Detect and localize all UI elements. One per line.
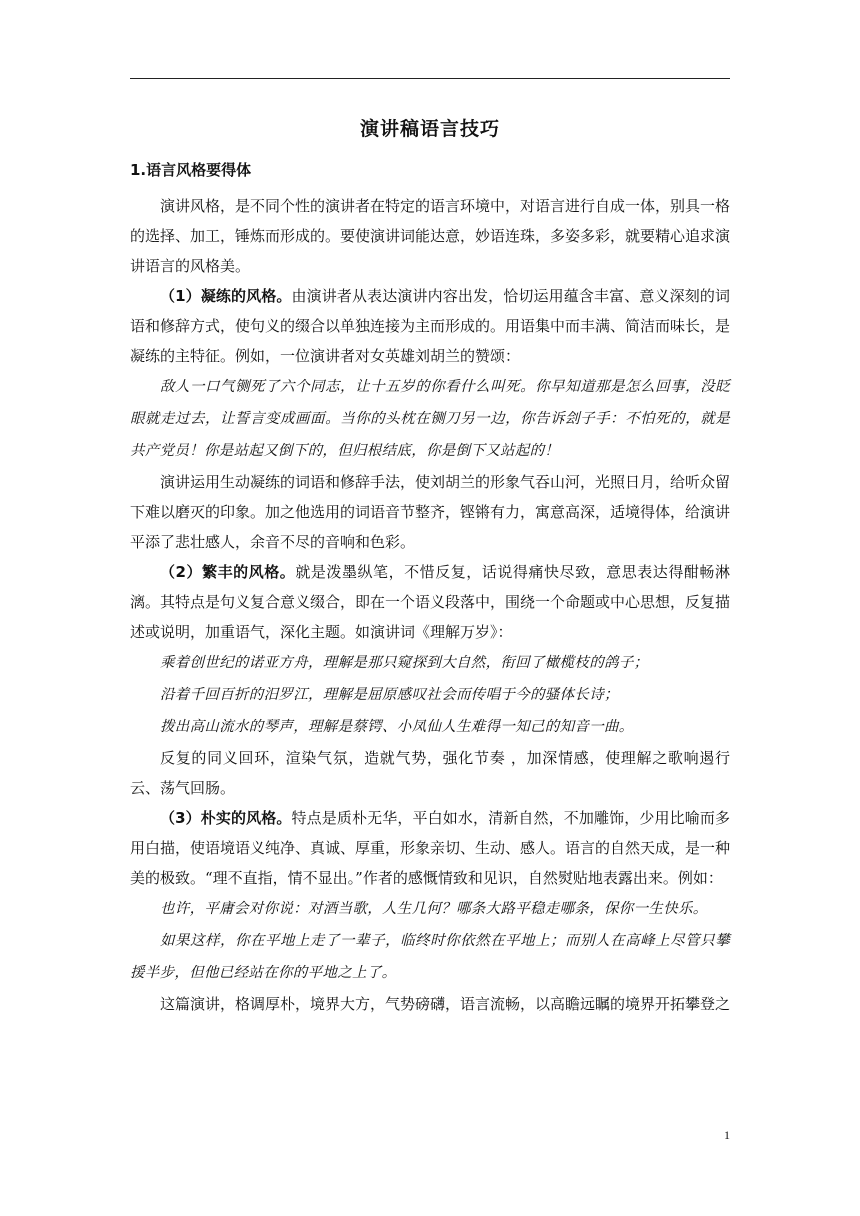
quote-line: 如果这样，你在平地上走了一辈子，临终时你依然在平地上；而别人在高峰上尽管只攀援半步，但他已经站在你的平地之上了。 [130, 933, 730, 981]
style-label-1: （1）凝练的风格。 [160, 287, 292, 305]
style-paragraph-1 [130, 281, 730, 371]
style-text-1: 由演讲者从表达演讲内容出发，恰切运用蕴含丰富、意义深刻的词语和修辞方式，使句义的缀合以单独连接为主而形成的。用语集中而丰满、简洁而味长，是凝练的主特征。例如，一位演讲者对女英雄刘胡兰的赞颂： [130, 287, 731, 365]
style-text-3: 特点是质朴无华，平白如水，清新自然，不加雕饰，少用比喻而多用白描，使语境语义纯净、真诚、厚重，形象亲切、生动、感人。语言的自然天成，是一种美的极致。“理不直指，情不显出。”作者的感慨情致和见识，自然熨贴地表露出来。例如： [130, 809, 731, 887]
intro-paragraph: 演讲风格，是不同个性的演讲者在特定的语言环境中，对语言进行自成一体，别具一格的选择、加工，锤炼而形成的。要使演讲词能达意，妙语连珠，多姿多彩，就要精心追求演讲语言的风格美。 [130, 197, 731, 275]
quote-line: 沿着千回百折的汨罗江，理解是屈原感叹社会而传唱于今的骚体长诗； [160, 687, 619, 703]
page-number: 1 [724, 1128, 730, 1142]
quote-line: 也许，平庸会对你说：对酒当歌，人生几何？哪条大路平稳走哪条，保你一生快乐。 [160, 901, 708, 917]
quote-liuhulan: 敌人一口气铡死了六个同志，让十五岁的你看什么叫死。你早知道那是怎么回事，没眨眼就走过去，让誓言变成画面。当你的头枕在铡刀另一边，你告诉刽子手：不怕死的，就是共产党员！你是站起又倒下的，但归根结底，你是倒下又站起的！ [130, 379, 730, 459]
document-body [130, 108, 730, 1019]
header-rule [130, 78, 730, 79]
document-title: 演讲稿语言技巧 [359, 118, 500, 140]
style-label-2: （2）繁丰的风格。 [160, 563, 296, 581]
quote-line: 乘着创世纪的诺亚方舟，理解是那只窥探到大自然，衔回了橄榄枝的鸽子； [160, 655, 649, 671]
comment-paragraph-1: 演讲运用生动凝练的词语和修辞手法，使刘胡兰的形象气吞山河，光照日月，给听众留下难以磨灭的印象。加之他选用的词语音节整齐，铿锵有力，寓意高深，适境得体，给演讲平添了悲壮感人，余音不尽的音响和色彩。 [130, 473, 731, 551]
comment-paragraph-3: 这篇演讲，格调厚朴，境界大方，气势磅礴，语言流畅，以高瞻远瞩的境界开拓攀登之 [160, 995, 731, 1013]
style-label-3: （3）朴实的风格。 [160, 809, 292, 827]
style-text-2: 就是泼墨纵笔，不惜反复，话说得痛快尽致，意思表达得酣畅淋漓。其特点是句义复合意义缀合，即在一个语义段落中，围绕一个命题或中心思想，反复描述或说明，加重语气，深化主题。如演讲词《理解万岁》： [130, 563, 731, 641]
quote-line: 拨出高山流水的琴声，理解是蔡锷、小凤仙人生难得一知己的知音一曲。 [160, 719, 634, 735]
section-heading: 1.语言风格要得体 [130, 161, 252, 179]
style-paragraph-3 [130, 803, 730, 893]
style-paragraph-2 [130, 557, 730, 647]
comment-paragraph-2: 反复的同义回环，渲染气氛，造就气势，强化节奏 ，加深情感，使理解之歌响遏行云、荡气回肠。 [130, 749, 730, 797]
